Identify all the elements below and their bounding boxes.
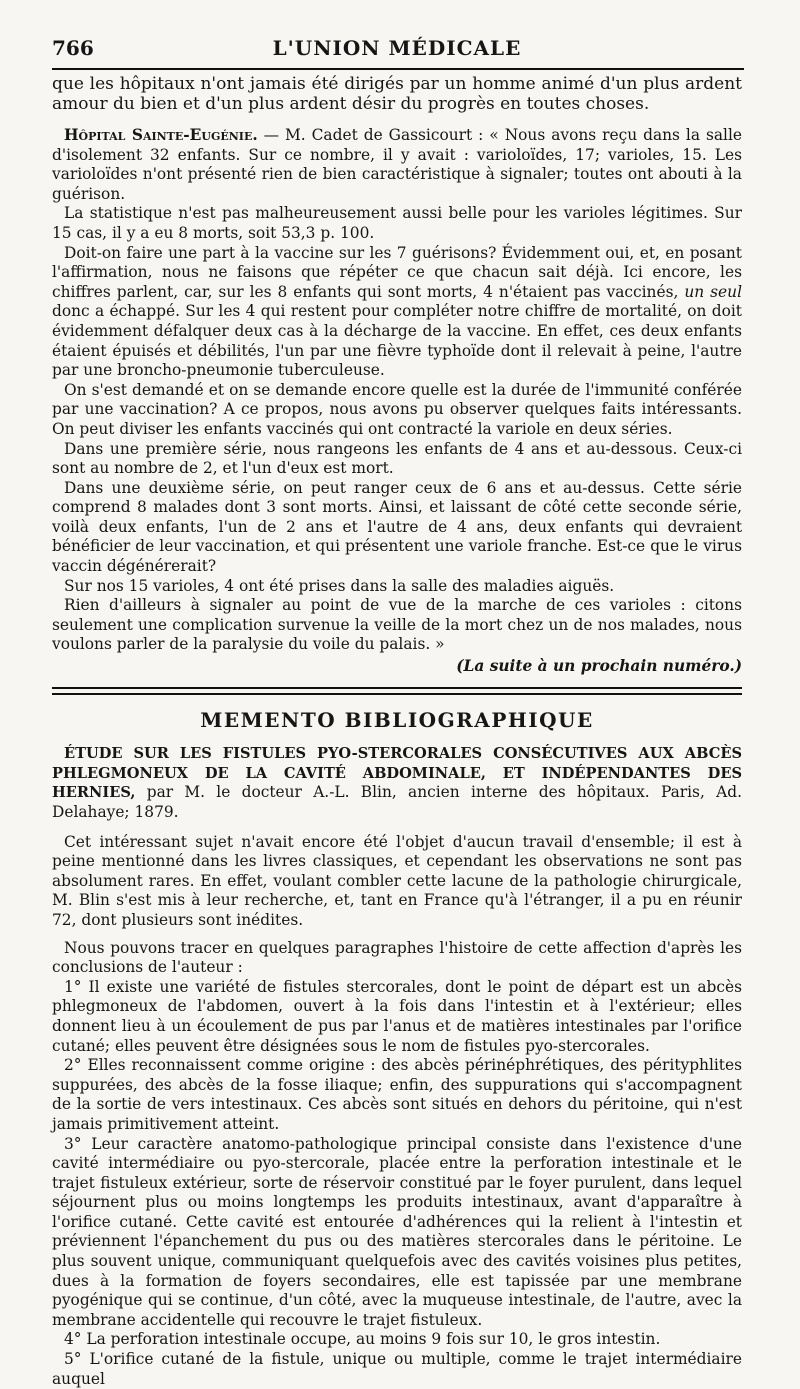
dash: — <box>257 126 286 144</box>
page-number: 766 <box>52 36 94 60</box>
paragraph: Cet intéressant sujet n'avait encore été l'objet d'aucun travail d'ensemble; il est à peine mentionné dans les livres classiques, et cependant les observations ne sont pas absolument rares. En effet, voulant combler cette lacune de la pathologie chirurgicale, M. Blin s'est mis à leur recherche, et, tant en France qu'à l'étranger, il a pu en réunir 72, dont plusieurs sont inédites. <box>52 832 742 929</box>
continuation-note: (La suite à un prochain numéro.) <box>456 657 742 676</box>
section-title: MEMENTO BIBLIOGRAPHIQUE <box>200 707 594 732</box>
paragraph: Nous pouvons tracer en quelques paragraphes l'histoire de cette affection d'après les conclusions de l'auteur : <box>52 938 742 977</box>
emphasis: un seul <box>684 282 742 301</box>
book-title: ÉTUDE SUR LES FISTULES PYO-STERCORALES CONSÉCUTIVES AUX ABCÈS PHLEGMONEUX DE LA CAVITÉ ABDOMINALE, ET INDÉPENDANTES DES HERNIES, <box>52 745 742 802</box>
hospital-name: Hôpital Sainte-Eugénie. <box>64 126 258 144</box>
paragraph: Dans une deuxième série, on peut ranger ceux de 6 ans et au-dessus. Cette série comprend 8 malades dont 3 sont morts. Ainsi, et laissant de côté cette seconde série, voilà deux enfants, l'un de 2 ans et l'autre de 4 ans, deux enfants qui devraient bénéficier de leur vaccination, et qui présentent une variole franche. Est-ce que le virus vaccin dégénérerait? <box>52 478 742 576</box>
paragraph: 1° Il existe une variété de fistules stercorales, dont le point de départ est un abcès phlegmoneux de l'abdomen, ouvert à la fois dans l'intestin et à l'extérieur; elles donnent lieu à un écoulement de pus par l'anus et de matières intestinales par l'orifice cutané; elles peuvent être désignées sous le nom de fistules pyo-stercorales. <box>52 977 742 1055</box>
paragraph <box>52 244 742 381</box>
paragraph: Dans une première série, nous rangeons les enfants de 4 ans et au-dessous. Ceux-ci sont au nombre de 2, et l'un d'eux est mort. <box>52 439 742 478</box>
page-body <box>52 74 742 1389</box>
paragraph-text: M. Cadet de Gassicourt : « Nous avons reçu dans la salle d'isolement 32 enfants. Sur ce nombre, il y avait : varioloïdes, 17; varioles, 15. Les varioloïdes n'ont présenté rien de bien caractéristique à signaler; toutes ont abouti à la guérison. <box>52 126 742 203</box>
paragraph-text: donc a échappé. Sur les 4 qui restent pour compléter notre chiffre de mortalité, on doit évidemment défalquer deux cas à la décharge de la vaccine. En effet, ces deux enfants étaient épuisés et débilités, l'un par une fièvre typhoïde dont il relevait à peine, l'autre par une broncho-pneumonie tuberculeuse. <box>52 302 742 380</box>
paragraph <box>52 126 742 204</box>
header-rule <box>52 68 744 70</box>
paragraph: Sur nos 15 varioles, 4 ont été prises dans la salle des maladies aiguës. <box>64 576 615 595</box>
paragraph-text: Doit-on faire une part à la vaccine sur les 7 guérisons? Évidemment oui, et, en posant l'affirmation, nous ne faisons que répéter ce que chacun sait déjà. Ici encore, les chiffres parlent, car, sur les 8 enfants qui sont morts, 4 n'étaient pas vaccinés, <box>52 243 742 301</box>
book-details: par M. le docteur A.-L. Blin, ancien interne des hôpitaux. Paris, Ad. Delahaye; 1879. <box>52 783 742 821</box>
running-title: L'UNION MÉDICALE <box>272 36 522 60</box>
paragraph: La statistique n'est pas malheureusement aussi belle pour les varioles légitimes. Sur 15 cas, il y a eu 8 morts, soit 53,3 p. 100. <box>52 204 742 242</box>
bibliography-entry <box>52 744 742 822</box>
paragraph: On s'est demandé et on se demande encore quelle est la durée de l'immunité conférée par une vaccination? A ce propos, nous avons pu observer quelques faits intéressants. On peut diviser les enfants vaccinés qui ont contracté la variole en deux séries. <box>52 380 742 438</box>
section-rule <box>52 687 742 695</box>
paragraph: 2° Elles reconnaissent comme origine : des abcès périnéphrétiques, des pérityphlites suppurées, des abcès de la fosse iliaque; enfin, des suppurations qui s'accompagnent de la sortie de vers intestinaux. Ces abcès sont situés en dehors du péritoine, qui n'est jamais primitivement atteint. <box>52 1056 742 1133</box>
paragraph: Rien d'ailleurs à signaler au point de vue de la marche de ces varioles : citons seulement une complication survenue la veille de la mort chez un de nos malades, nous voulons parler de la paralysie du voile du palais. » <box>52 596 742 654</box>
paragraph: 5° L'orifice cutané de la fistule, unique ou multiple, comme le trajet intermédiaire auquel <box>52 1350 742 1388</box>
page-header <box>52 28 742 68</box>
paragraph: 4° La perforation intestinale occupe, au moins 9 fois sur 10, le gros intestin. <box>64 1330 661 1349</box>
paragraph: 3° Leur caractère anatomo-pathologique principal consiste dans l'existence d'une cavité intermédiaire ou pyo-stercorale, placée entre la perforation intestinale et le trajet fistuleux extérieur, sorte de réservoir constitué par le foyer purulent, dans lequel séjournent plus ou moins longtemps les produits intestinaux, avant d'apparaître à l'orifice cutané. Cette cavité est entourée d'adhérences qui la relient à l'intestin et préviennent l'épanchement du pus ou des matières stercorales dans le péritoine. Le plus souvent unique, communiquant quelquefois avec des cavités voisines plus petites, dues à la formation de foyers secondaires, elle est tapissée par une membrane pyogénique qui se continue, d'un côté, avec la muqueuse intestinale, de l'autre, avec la membrane accidentelle qui recouvre le trajet fistuleux. <box>52 1134 742 1329</box>
paragraph: que les hôpitaux n'ont jamais été dirigés par un homme animé d'un plus ardent amour du bien et d'un plus ardent désir du progrès en toutes choses. <box>52 74 742 114</box>
